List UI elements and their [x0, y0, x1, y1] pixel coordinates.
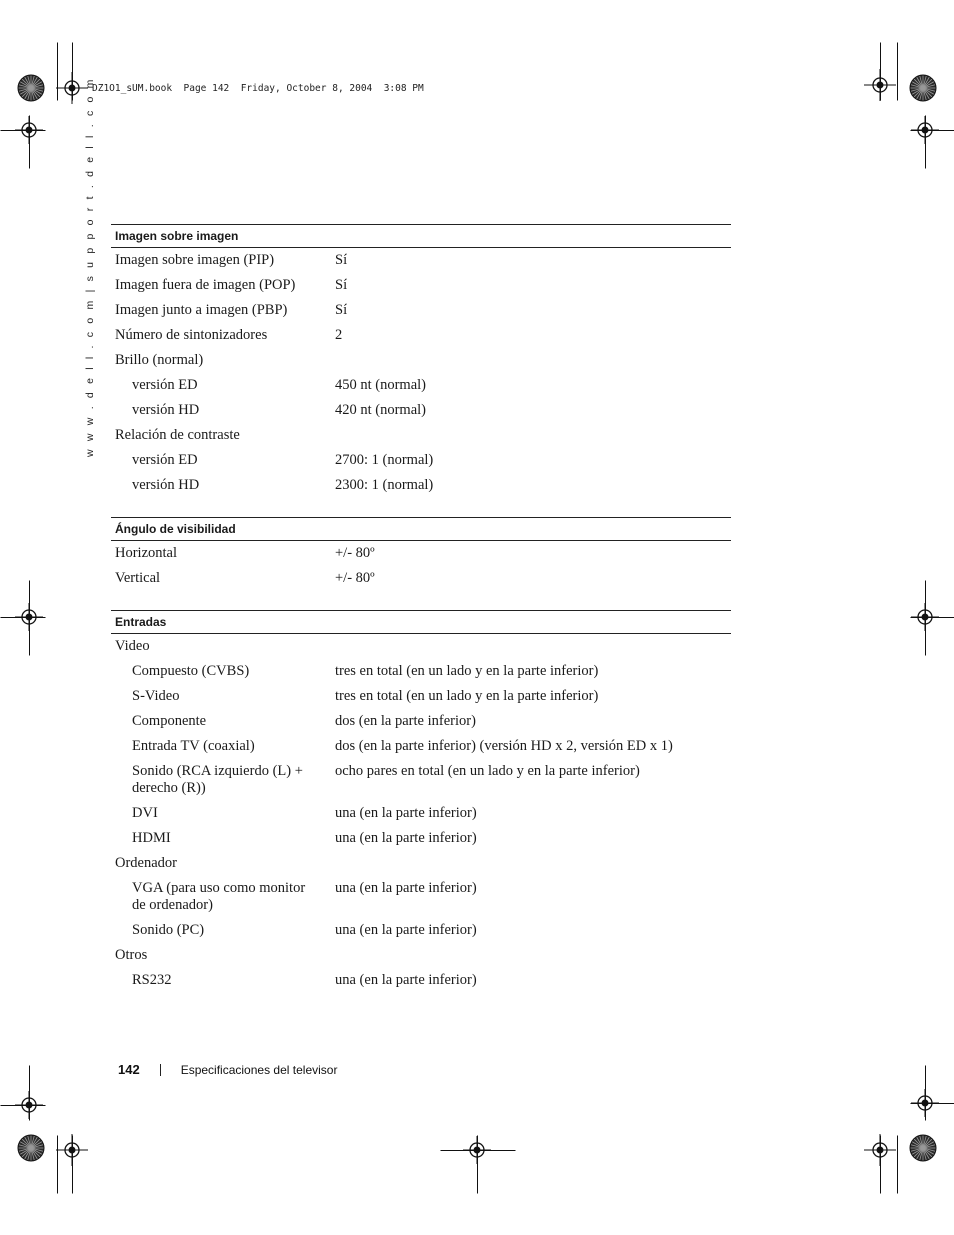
spec-value: 420 nt (normal) — [335, 402, 427, 418]
spec-value: Sí — [335, 277, 348, 293]
crop-line — [910, 130, 954, 132]
spec-value: 2700: 1 (normal) — [335, 452, 434, 468]
spec-label: Compuesto (CVBS) — [132, 663, 250, 679]
spec-value: Sí — [335, 252, 348, 268]
color-starburst-icon — [16, 73, 46, 103]
spec-row — [111, 302, 731, 319]
spec-row — [111, 545, 731, 562]
spec-row — [111, 377, 731, 394]
spec-value: +/- 80º — [335, 545, 375, 561]
crop-line — [925, 115, 927, 170]
spec-value: tres en total (en un lado y en la parte inferior) — [335, 663, 599, 679]
spec-value: una (en la parte inferior) — [335, 972, 477, 988]
crop-line — [72, 1135, 74, 1195]
spec-value: 2300: 1 (normal) — [335, 477, 434, 493]
spec-row — [111, 638, 731, 655]
section-picture-in-picture — [111, 224, 731, 494]
spec-row — [111, 452, 731, 469]
spec-label: HDMI — [132, 830, 171, 846]
crop-line — [925, 580, 927, 657]
crop-line — [897, 42, 899, 102]
crop-line — [0, 130, 47, 132]
spec-label: Ordenador — [115, 855, 178, 871]
spec-row — [111, 477, 731, 494]
page-number: 142 — [118, 1062, 140, 1077]
spec-label: Imagen fuera de imagen (POP) — [115, 277, 296, 293]
spec-row — [111, 972, 731, 989]
spec-label: versión ED — [132, 452, 198, 468]
book-slug-line: DZ1O1_sUM.book Page 142 Friday, October 8, 2004 3:08 PM — [92, 83, 424, 94]
spec-label: Número de sintonizadores — [115, 327, 268, 343]
spec-row — [111, 277, 731, 294]
spec-value: dos (en la parte inferior) — [335, 713, 476, 729]
spec-tables — [111, 224, 731, 1012]
spec-row — [111, 880, 731, 914]
crop-line — [29, 580, 31, 657]
side-url-text: w w w . d e l l . c o m | s u p p o r t . d e l l . c o m — [84, 76, 96, 457]
spec-value — [335, 352, 731, 369]
spec-label: Imagen sobre imagen (PIP) — [115, 252, 275, 268]
spec-label: S-Video — [132, 688, 180, 704]
crop-line — [910, 617, 954, 619]
spec-label: Vertical — [115, 570, 161, 586]
crop-line — [57, 1135, 59, 1195]
spec-value: 2 — [335, 327, 343, 343]
spec-value: ocho pares en total (en un lado y en la parte inferior) — [335, 763, 640, 779]
crop-line — [880, 1135, 882, 1195]
spec-value: una (en la parte inferior) — [335, 805, 477, 821]
footer-divider — [160, 1064, 161, 1076]
spec-row — [111, 427, 731, 444]
spec-row — [111, 830, 731, 847]
crop-line — [880, 42, 882, 102]
spec-label: Imagen junto a imagen (PBP) — [115, 302, 288, 318]
spec-value — [335, 855, 731, 872]
section-rows — [111, 248, 731, 494]
crop-line — [29, 115, 31, 170]
section-heading: Ángulo de visibilidad — [111, 517, 731, 541]
crop-line — [72, 42, 74, 102]
spec-value — [335, 947, 731, 964]
spec-label: RS232 — [132, 972, 172, 988]
spec-row — [111, 947, 731, 964]
spec-label: Brillo (normal) — [115, 352, 204, 368]
spec-label: DVI — [132, 805, 158, 821]
spec-value: tres en total (en un lado y en la parte inferior) — [335, 688, 599, 704]
spec-label: Componente — [132, 713, 207, 729]
spec-value: una (en la parte inferior) — [335, 922, 477, 938]
footer-section-title: Especificaciones del televisor — [180, 1062, 338, 1077]
spec-value: 450 nt (normal) — [335, 377, 427, 393]
crop-line — [57, 42, 59, 102]
spec-label: VGA (para uso como monitor de ordenador) — [132, 880, 306, 913]
section-viewing-angle — [111, 517, 731, 587]
spec-row — [111, 922, 731, 939]
spec-row — [111, 713, 731, 730]
spec-label: Video — [115, 638, 150, 654]
spec-value — [335, 427, 731, 444]
spec-label: versión HD — [132, 477, 200, 493]
spec-row — [111, 763, 731, 797]
section-heading: Entradas — [111, 610, 731, 634]
color-starburst-icon — [16, 1133, 46, 1163]
spec-value: +/- 80º — [335, 570, 375, 586]
section-heading: Imagen sobre imagen — [111, 224, 731, 248]
spec-row — [111, 252, 731, 269]
spec-label: Sonido (RCA izquierdo (L) + derecho (R)) — [132, 763, 303, 796]
crop-line — [0, 1105, 47, 1107]
spec-label: Horizontal — [115, 545, 178, 561]
color-starburst-icon — [908, 1133, 938, 1163]
spec-label: versión ED — [132, 377, 198, 393]
crop-line — [477, 1135, 479, 1195]
spec-row — [111, 738, 731, 755]
spec-value: dos (en la parte inferior) (versión HD x 2, versión ED x 1) — [335, 738, 673, 754]
page-footer — [118, 1062, 337, 1077]
section-inputs — [111, 610, 731, 989]
spec-row — [111, 805, 731, 822]
crop-line — [910, 1103, 954, 1105]
spec-row — [111, 688, 731, 705]
crop-line — [897, 1135, 899, 1195]
spec-row — [111, 352, 731, 369]
spec-label: versión HD — [132, 402, 200, 418]
spec-row — [111, 663, 731, 680]
spec-value: una (en la parte inferior) — [335, 830, 477, 846]
spec-label: Otros — [115, 947, 148, 963]
spec-label: Sonido (PC) — [132, 922, 205, 938]
crop-line — [0, 617, 47, 619]
spec-row — [111, 402, 731, 419]
section-rows — [111, 541, 731, 587]
spec-row — [111, 327, 731, 344]
spec-row — [111, 570, 731, 587]
section-rows — [111, 634, 731, 989]
spec-label: Entrada TV (coaxial) — [132, 738, 255, 754]
spec-value: Sí — [335, 302, 348, 318]
color-starburst-icon — [908, 73, 938, 103]
spec-label: Relación de contraste — [115, 427, 240, 443]
crop-line — [925, 1065, 927, 1122]
spec-row — [111, 855, 731, 872]
spec-value — [335, 638, 731, 655]
spec-value: una (en la parte inferior) — [335, 880, 477, 896]
crop-line — [29, 1065, 31, 1122]
